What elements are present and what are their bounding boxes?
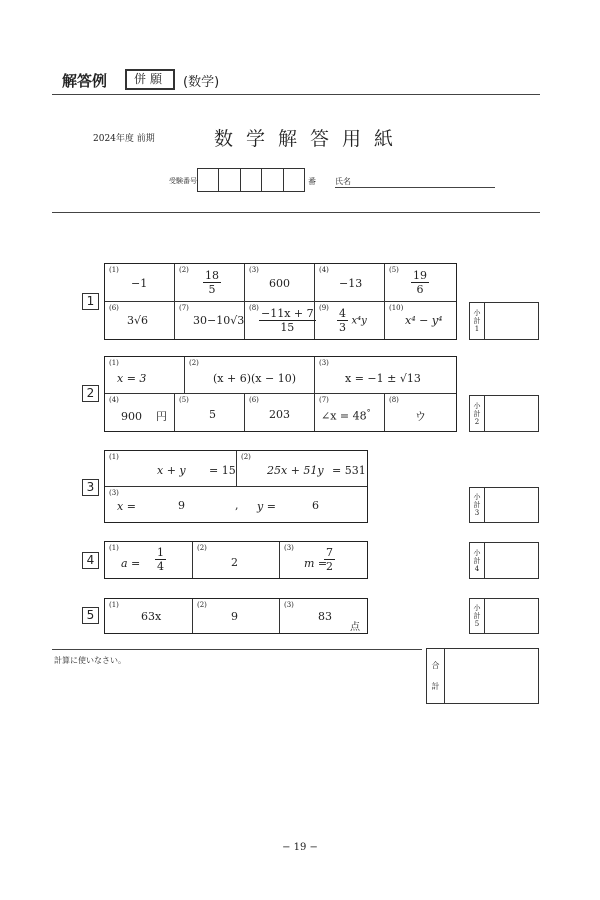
subtotal-label	[470, 599, 485, 633]
answer-index: (8)	[249, 304, 259, 312]
fraction-numerator: −11x + 7	[261, 307, 314, 320]
answer-index: (1)	[109, 601, 119, 609]
answer-index: (2)	[179, 266, 189, 274]
subtotal-label-char: 5	[474, 620, 480, 628]
answer-index: (6)	[249, 396, 259, 404]
answer-value: 2	[231, 556, 238, 569]
x-value: 9	[178, 499, 185, 512]
fraction	[324, 546, 335, 573]
page-number: − 19 −	[282, 842, 318, 853]
answer-cell[interactable]	[105, 542, 193, 578]
question-4-grid	[104, 541, 368, 579]
total-label-char: 合	[431, 661, 440, 670]
total-score-box[interactable]	[426, 648, 539, 704]
answer-index: (5)	[179, 396, 189, 404]
fraction	[411, 269, 429, 296]
answer-cell[interactable]	[315, 357, 456, 393]
answer-cell[interactable]	[105, 451, 237, 486]
answer-index: (2)	[197, 601, 207, 609]
answer-index: (4)	[319, 266, 329, 274]
answer-index: (9)	[319, 304, 329, 312]
fraction-denominator: 6	[416, 283, 424, 296]
fraction-numerator: 19	[413, 269, 427, 282]
answer-cell[interactable]	[105, 302, 175, 339]
subtotal-3-box[interactable]	[469, 487, 539, 523]
exam-number-digit[interactable]	[198, 169, 219, 191]
concurrent-application-badge: 併願	[125, 69, 175, 90]
answer-cell[interactable]	[245, 394, 315, 431]
subtotal-label-char: 3	[474, 509, 480, 517]
subtotal-2-box[interactable]	[469, 395, 539, 432]
answer-cell[interactable]	[315, 302, 385, 339]
answer-cell[interactable]	[385, 302, 456, 339]
y-label: y =	[257, 500, 276, 513]
answer-value: 600	[269, 277, 290, 290]
fraction-numerator: 4	[339, 307, 346, 320]
answer-value: x = 3	[117, 372, 147, 385]
x-label: x =	[117, 500, 136, 513]
fraction-numerator: 1	[157, 546, 164, 559]
equation-rhs: = 15	[209, 464, 236, 477]
total-label	[427, 649, 445, 703]
answer-cell[interactable]	[193, 542, 280, 578]
answer-value: x⁴ − y⁴	[405, 314, 443, 327]
exam-number-digit[interactable]	[241, 169, 262, 191]
answer-cell[interactable]	[245, 264, 315, 301]
answer-cell[interactable]	[315, 264, 385, 301]
subtotal-label-char: 1	[474, 325, 480, 333]
answer-cell[interactable]	[105, 264, 175, 301]
fraction-numerator: 18	[205, 269, 219, 282]
subtotal-label-char: 計	[473, 612, 481, 620]
answer-cell[interactable]	[105, 487, 367, 522]
answer-index: (2)	[197, 544, 207, 552]
answer-value: 900	[121, 410, 142, 423]
fraction-denominator: 5	[208, 283, 216, 296]
fraction-denominator: 4	[157, 560, 164, 573]
answer-index: (2)	[241, 453, 251, 461]
subtotal-label-char: 計	[473, 317, 481, 325]
answer-value: 63x	[141, 610, 162, 623]
question-2-number: 2	[82, 385, 99, 402]
fraction	[203, 269, 221, 296]
subtotal-label	[470, 303, 485, 339]
answer-cell[interactable]	[385, 264, 456, 301]
subtotal-label-char: 小	[473, 493, 481, 501]
fraction-numerator: 7	[326, 546, 333, 559]
answer-index: (8)	[389, 396, 399, 404]
year-term: 2024年度 前期	[93, 134, 155, 144]
ban-label: 番	[308, 177, 316, 186]
question-4-number: 4	[82, 552, 99, 569]
fraction-denominator: 2	[326, 560, 333, 573]
subtotal-label	[470, 396, 485, 431]
answer-cell[interactable]	[105, 357, 185, 393]
answer-value: 9	[231, 610, 238, 623]
answer-value: 30−10√3	[193, 314, 245, 327]
answer-index: (7)	[179, 304, 189, 312]
subtotal-label-char: 2	[474, 417, 480, 426]
answer-value: 3√6	[127, 314, 149, 327]
answer-value: ∠x = 48	[321, 409, 367, 423]
answer-cell[interactable]	[175, 302, 245, 339]
answer-index: (7)	[319, 396, 329, 404]
answer-value: x⁴y	[351, 315, 367, 327]
answer-value: 203	[269, 408, 290, 421]
answer-index: (5)	[389, 266, 399, 274]
answer-cell[interactable]	[105, 599, 193, 633]
answer-cell[interactable]	[245, 302, 315, 339]
subtotal-label-char: 小	[473, 401, 481, 410]
answer-unit: 点	[350, 622, 360, 633]
subject-label: (数学)	[183, 75, 220, 90]
equation-rhs: = 531	[332, 464, 366, 477]
answer-index: (1)	[109, 453, 119, 461]
answer-index: (3)	[249, 266, 259, 274]
answer-value: (x + 6)(x − 10)	[213, 372, 296, 385]
answer-cell[interactable]	[175, 264, 245, 301]
answer-unit: 円	[156, 410, 167, 423]
question-2-grid	[104, 356, 457, 432]
name-label: 氏名	[335, 177, 351, 186]
subtotal-5-box[interactable]	[469, 598, 539, 634]
subtotal-label	[470, 543, 485, 578]
answer-value: x = −1 ± √13	[345, 372, 421, 385]
equation-lhs: a =	[121, 557, 141, 570]
equation-lhs: m =	[304, 557, 328, 570]
header-divider	[52, 94, 540, 95]
name-field-line[interactable]	[335, 187, 495, 188]
question-5-grid	[104, 598, 368, 634]
subtotal-label-char: 小	[473, 548, 481, 557]
answer-index: (2)	[189, 359, 199, 367]
answer-index: (1)	[109, 544, 119, 552]
answer-cell[interactable]	[280, 599, 367, 633]
answer-cell[interactable]	[280, 542, 367, 578]
calc-area-divider	[52, 649, 422, 650]
subtotal-label-char: 計	[473, 501, 481, 509]
question-3-grid	[104, 450, 368, 523]
subtotal-label-char: 小	[473, 309, 481, 317]
fraction	[155, 546, 166, 573]
answer-index: (3)	[284, 601, 294, 609]
answer-cell[interactable]	[185, 357, 315, 393]
answer-cell[interactable]	[105, 394, 175, 431]
answer-value: 83	[318, 610, 332, 623]
answer-index: (1)	[109, 359, 119, 367]
subtotal-1-box[interactable]	[469, 302, 539, 340]
answer-value: −13	[339, 277, 363, 290]
answer-unit: °	[366, 408, 371, 417]
subtotal-label-char: 計	[473, 409, 481, 418]
total-label-char: 計	[431, 682, 440, 691]
answer-cell[interactable]	[193, 599, 280, 633]
answer-index: (6)	[109, 304, 119, 312]
equation-lhs: x + y	[157, 464, 186, 477]
answer-index: (3)	[319, 359, 329, 367]
fraction-denominator: 3	[339, 321, 346, 334]
answer-example-title: 解答例	[62, 72, 108, 90]
answer-cell[interactable]	[175, 394, 245, 431]
answer-cell[interactable]	[237, 451, 367, 486]
answer-index: (1)	[109, 266, 119, 274]
question-1-number: 1	[82, 293, 99, 310]
subtotal-label-char: 小	[473, 604, 481, 612]
y-value: 6	[312, 499, 319, 512]
answer-cell[interactable]	[385, 394, 456, 431]
fraction	[337, 307, 348, 334]
subtotal-label-char: 4	[474, 564, 480, 573]
section-divider	[52, 212, 540, 213]
fraction-denominator: 15	[280, 321, 295, 334]
subtotal-label-char: 計	[473, 556, 481, 565]
subtotal-label	[470, 488, 485, 522]
exam-number-digit[interactable]	[219, 169, 240, 191]
answer-index: (10)	[389, 304, 404, 312]
exam-number-label: 受験番号	[169, 177, 197, 185]
fraction	[259, 307, 316, 334]
answer-index: (4)	[109, 396, 119, 404]
exam-number-digit[interactable]	[284, 169, 304, 191]
answer-index: (3)	[109, 489, 119, 497]
subtotal-4-box[interactable]	[469, 542, 539, 579]
answer-value: −1	[131, 277, 148, 290]
calc-area-note: 計算に使いなさい。	[54, 656, 126, 665]
exam-number-digit[interactable]	[262, 169, 283, 191]
comma: ,	[235, 499, 239, 512]
equation-lhs: 25x + 51y	[267, 464, 324, 477]
answer-cell[interactable]	[315, 394, 385, 431]
sheet-title: 数学解答用紙	[214, 128, 407, 150]
answer-value: ウ	[415, 410, 426, 423]
question-5-number: 5	[82, 607, 99, 624]
answer-value: 5	[209, 408, 216, 421]
answer-index: (3)	[284, 544, 294, 552]
question-1-grid	[104, 263, 457, 340]
question-3-number: 3	[82, 479, 99, 496]
exam-number-boxes[interactable]	[197, 168, 305, 192]
